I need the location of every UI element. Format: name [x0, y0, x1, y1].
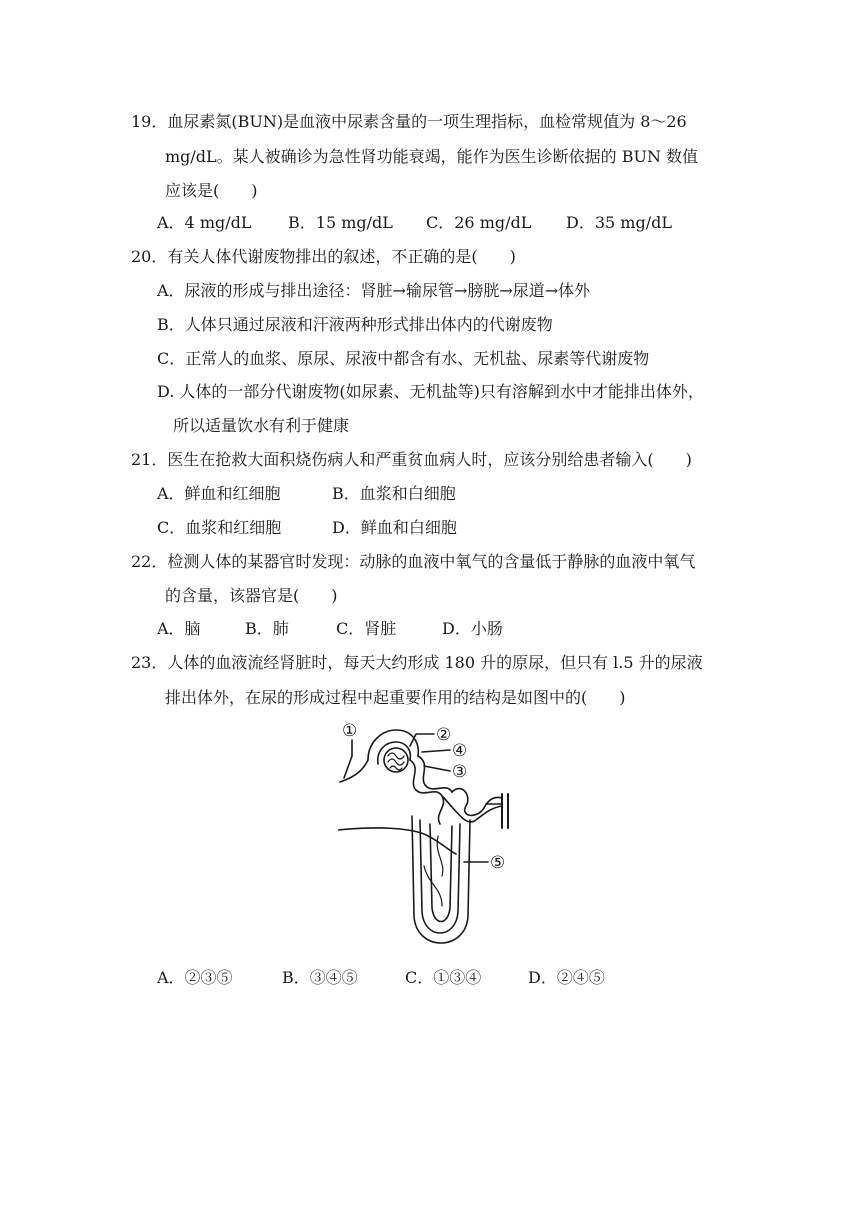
label-5: ⑤ — [490, 853, 506, 873]
q19-line-1 — [131, 112, 687, 132]
label-1: ① — [342, 721, 358, 741]
q22-line-1 — [131, 552, 695, 572]
q19-number: 19． — [131, 112, 168, 131]
q19-line-3: 应该是( ) — [165, 181, 258, 200]
q22-option-c[interactable]: C．肾脏 — [336, 619, 397, 638]
tubule-distal-inner — [442, 796, 502, 822]
q23-line-2: 排出体外，在尿的形成过程中起重要作用的结构是如图中的( ) — [165, 688, 626, 707]
q20-option-d[interactable]: D. 人体的一部分代谢废物(如尿素、无机盐等)只有溶解到水中才能排出体外， — [157, 382, 704, 401]
label-2: ② — [436, 725, 452, 745]
q21-option-a[interactable]: A．鲜血和红细胞 — [157, 484, 281, 503]
q20-option-b[interactable]: B．人体只通过尿液和汗液两种形式排出体内的代谢废物 — [157, 315, 553, 334]
q19-option-d[interactable]: D．35 mg/dL — [566, 213, 672, 232]
leader-1 — [344, 740, 352, 778]
q22-line-2: 的含量，该器官是( ) — [165, 586, 338, 605]
nephron-figure — [338, 716, 528, 952]
q23-option-a[interactable]: A．②③⑤ — [157, 968, 233, 987]
q19-option-b[interactable]: B．15 mg/dL — [288, 213, 393, 232]
leader-2 — [410, 734, 434, 746]
label-4: ④ — [452, 741, 468, 761]
q21-option-d[interactable]: D．鲜血和白细胞 — [332, 518, 457, 537]
q22-option-a[interactable]: A．脑 — [157, 619, 201, 638]
q22-option-d[interactable]: D．小肠 — [442, 619, 503, 638]
q21-line-1 — [131, 450, 692, 470]
q22-stem-1: 检测人体的某器官时发现：动脉的血液中氧气的含量低于静脉的血液中氧气 — [167, 552, 696, 571]
loop-outer — [420, 820, 460, 933]
q21-option-b[interactable]: B．血浆和白细胞 — [332, 484, 456, 503]
q23-number: 23． — [131, 653, 168, 672]
tubule-distal — [452, 789, 502, 816]
q21-option-c[interactable]: C．血浆和红细胞 — [157, 518, 282, 537]
q23-stem-1: 人体的血液流经肾脏时，每天大约形成 180 升的原尿，但只有 l.5 升的尿液 — [167, 653, 703, 672]
q20-option-a[interactable]: A．尿液的形成与排出途径：肾脏→输尿管→膀胱→尿道→体外 — [157, 281, 591, 300]
q21-stem-1: 医生在抢救大面积烧伤病人和严重贫血病人时，应该分别给患者输入( ) — [167, 450, 692, 469]
q19-stem-1: 血尿素氮(BUN)是血液中尿素含量的一项生理指标，血检常规值为 8～26 — [167, 112, 687, 131]
leader-3 — [424, 766, 450, 771]
q21-number: 21． — [131, 450, 168, 469]
q19-line-2: mg/dL。某人被确诊为急性肾功能衰竭，能作为医生诊断依据的 BUN 数值 — [165, 147, 699, 166]
q22-number: 22． — [131, 552, 168, 571]
q23-option-d[interactable]: D．②④⑤ — [528, 968, 605, 987]
capillary-branches — [424, 836, 443, 906]
label-3: ③ — [452, 762, 468, 782]
q22-option-b[interactable]: B．肺 — [245, 619, 289, 638]
q20-option-c[interactable]: C．正常人的血浆、原尿、尿液中都含有水、无机盐、尿素等代谢废物 — [157, 349, 650, 368]
q20-option-d-cont: 所以适量饮水有利于健康 — [173, 416, 350, 435]
q19-option-c[interactable]: C．26 mg/dL — [426, 213, 532, 232]
q20-stem-1: 有关人体代谢废物排出的叙述，不正确的是( ) — [167, 247, 516, 266]
glomerulus-capillaries — [388, 753, 404, 770]
q19-option-a[interactable]: A．4 mg/dL — [157, 213, 252, 232]
q23-option-b[interactable]: B．③④⑤ — [282, 968, 358, 987]
q20-line-1 — [131, 247, 516, 267]
tubule-proximal-outer — [418, 756, 452, 792]
q23-line-1 — [131, 653, 703, 673]
leader-4 — [422, 750, 450, 752]
q20-number: 20． — [131, 247, 168, 266]
q23-option-c[interactable]: C．①③④ — [405, 968, 482, 987]
collecting-duct — [502, 794, 508, 828]
